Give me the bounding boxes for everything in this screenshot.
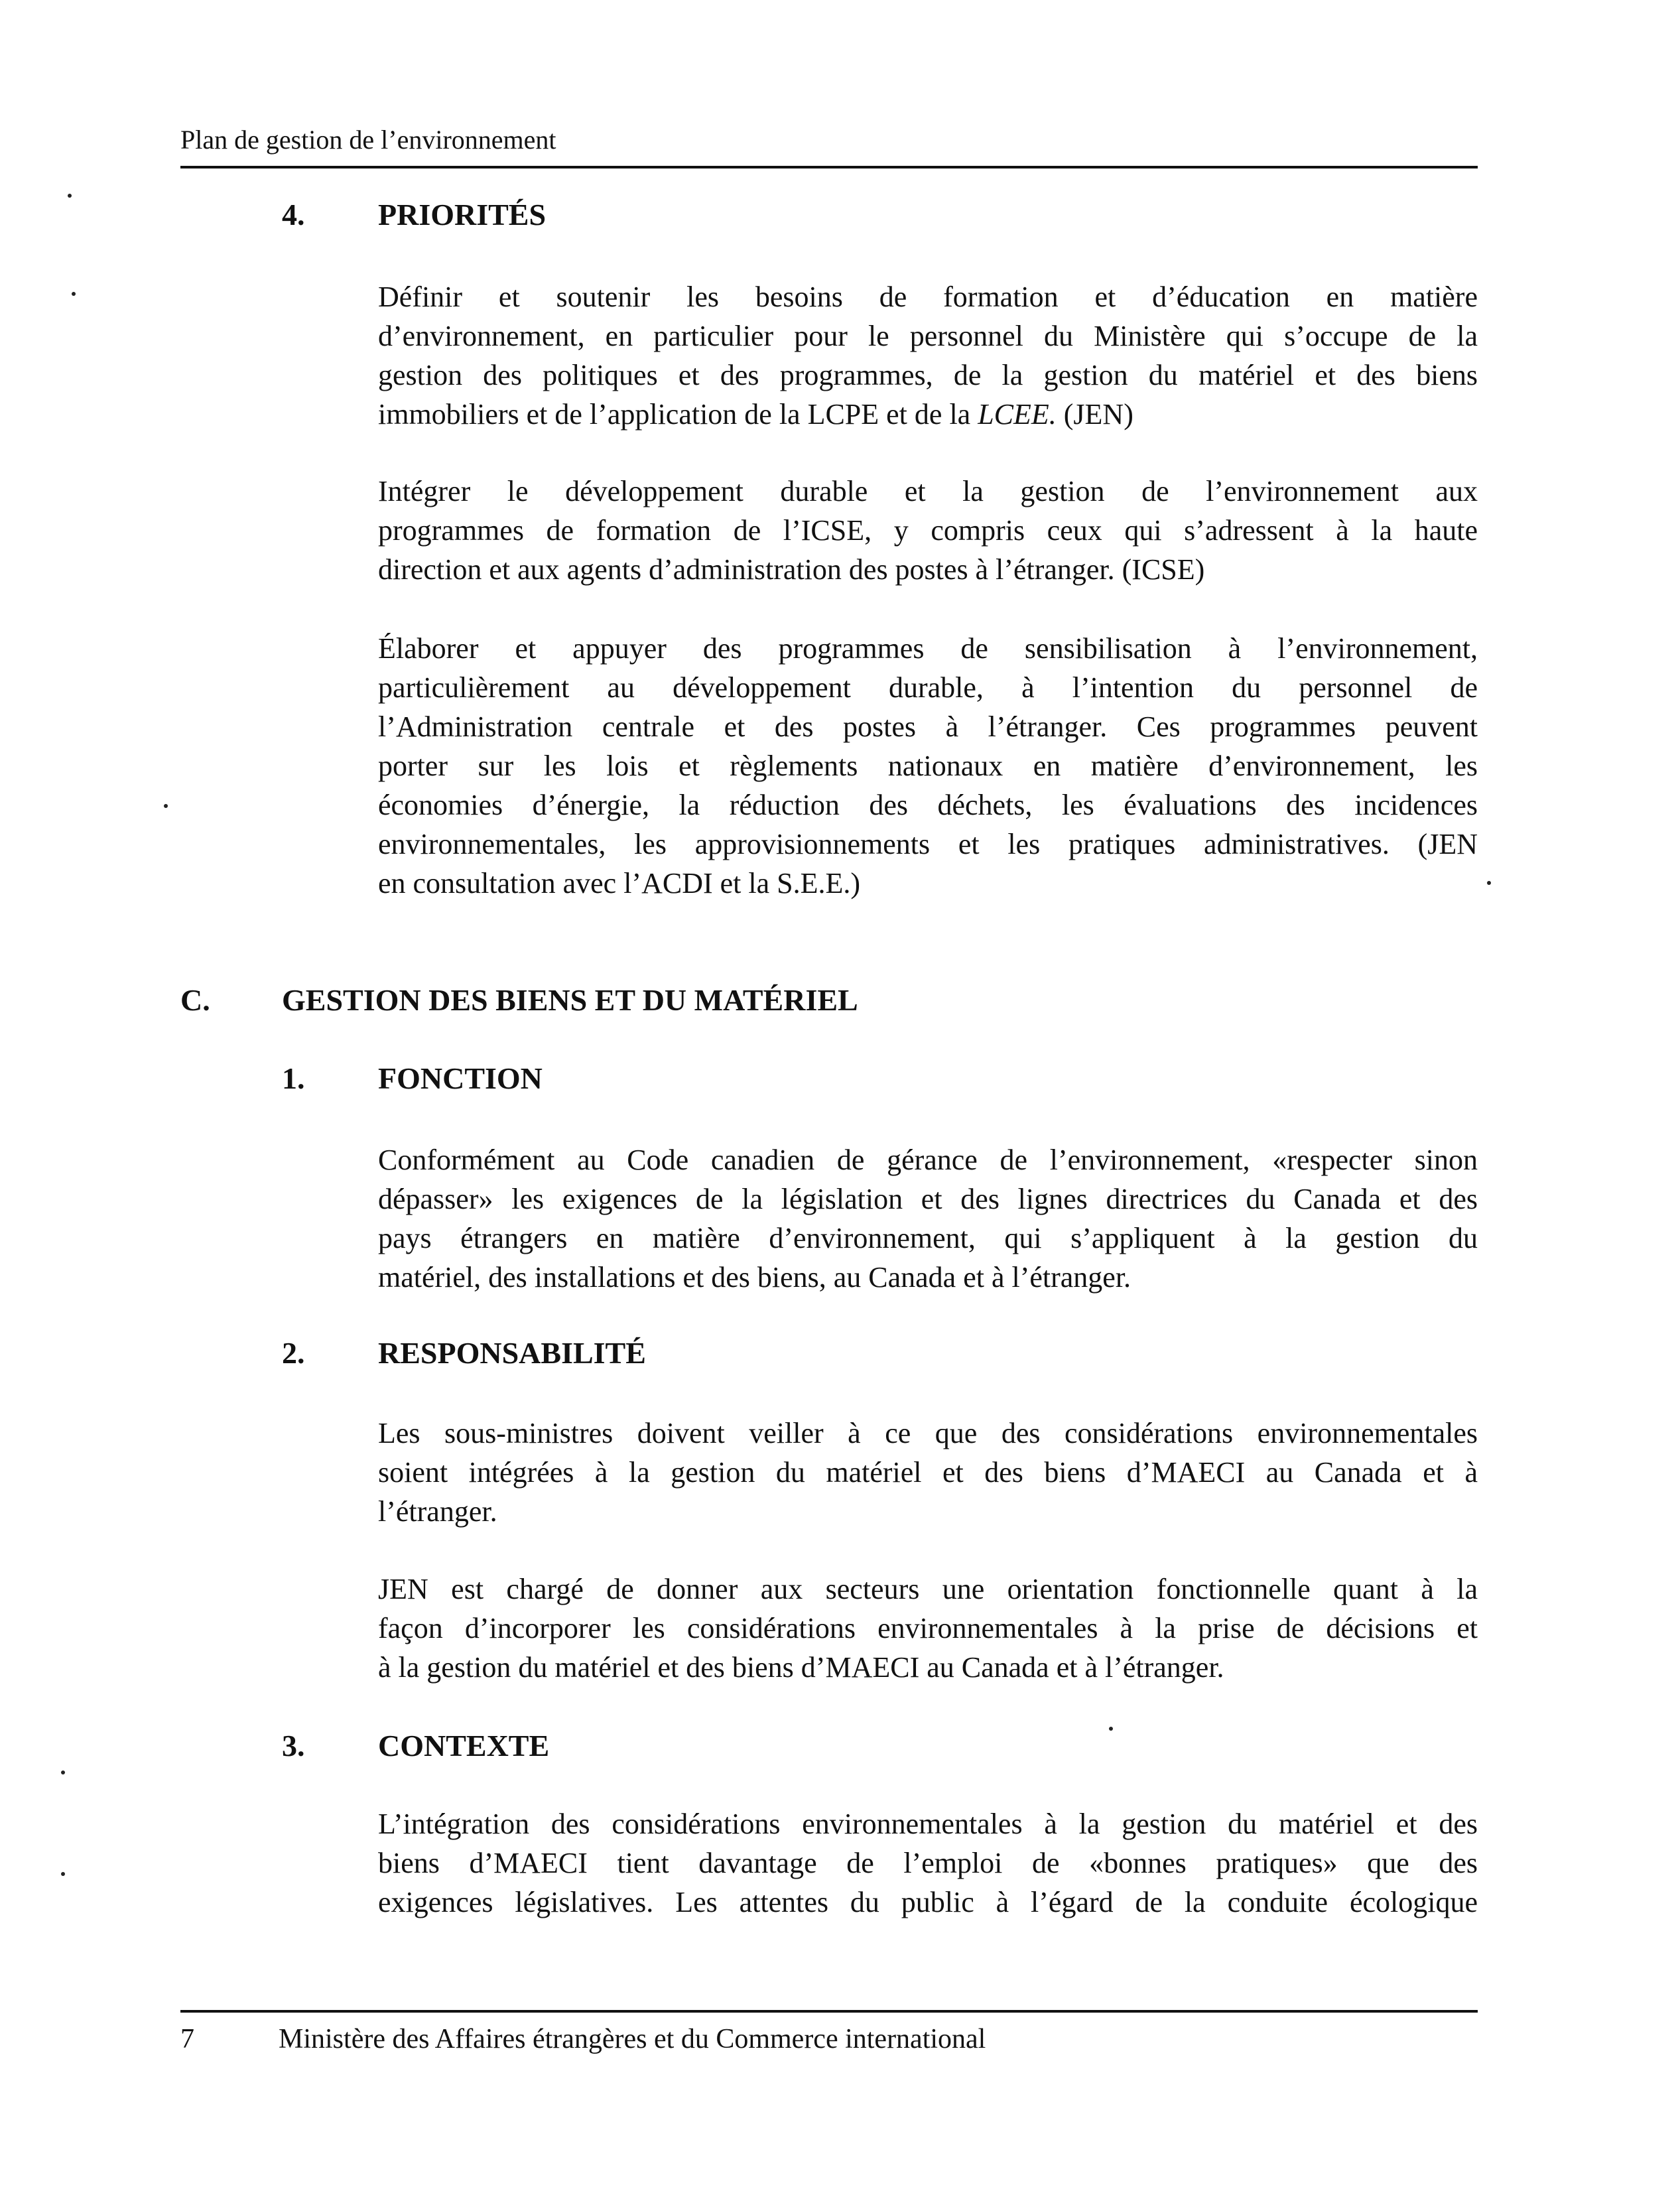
text-line: à la gestion du matériel et des biens d’MAECI au Canada et à l’étranger.	[378, 1651, 1224, 1684]
text-line: Élaborer et appuyer des programmes de sensibilisation à l’environnement,	[378, 632, 1478, 665]
paragraph-context	[378, 1804, 1478, 1922]
text-line: l’étranger.	[378, 1495, 497, 1528]
section-title: PRIORITÉS	[378, 198, 547, 232]
page-number: 7	[180, 2024, 194, 2054]
scan-speck	[1487, 881, 1491, 885]
footer-rule	[180, 2010, 1478, 2013]
text-line: environnementales, les approvisionnements et les pratiques administratives. (JEN	[378, 828, 1478, 860]
paragraph-icse	[378, 472, 1478, 589]
paragraph-training	[378, 277, 1478, 434]
text-line: exigences législatives. Les attentes du public à l’égard de la conduite écologique	[378, 1886, 1478, 1918]
scan-speck	[1109, 1727, 1113, 1731]
text-line	[378, 395, 1478, 434]
scan-speck	[68, 194, 72, 198]
footer-department: Ministère des Affaires étrangères et du Commerce international	[279, 2024, 986, 2054]
paragraph-deputy-ministers	[378, 1414, 1478, 1531]
text-line: en consultation avec l’ACDI et la S.E.E.)	[378, 867, 861, 900]
paragraph-function	[378, 1140, 1478, 1297]
text-line: programmes de formation de l’ICSE, y compris ceux qui s’adressent à la haute	[378, 514, 1478, 547]
text-line: économies d’énergie, la réduction des déchets, les évaluations des incidences	[378, 789, 1478, 821]
text-line: Conformément au Code canadien de gérance de l’environnement, «respecter sinon	[378, 1144, 1478, 1176]
text-run: immobiliers et de l’application de la LCPE et de la	[378, 398, 978, 431]
text-line: pays étrangers en matière d’environnement, qui s’appliquent à la gestion du	[378, 1222, 1478, 1254]
text-line: Les sous-ministres doivent veiller à ce que des considérations environnementales	[378, 1417, 1478, 1449]
section-number: 2.	[282, 1336, 305, 1370]
text-line: direction et aux agents d’administration des postes à l’étranger. (ICSE)	[378, 553, 1205, 586]
text-line: Définir et soutenir les besoins de formation et d’éducation en matière	[378, 281, 1478, 313]
text-line: particulièrement au développement durable, à l’intention du personnel de	[378, 671, 1478, 704]
paragraph-jen-guidance	[378, 1569, 1478, 1687]
text-run: (JEN)	[1056, 398, 1133, 431]
italic-acronym: LCEE.	[978, 398, 1057, 431]
section-letter: C.	[180, 983, 210, 1017]
scan-speck	[61, 1872, 65, 1876]
scan-speck	[164, 804, 168, 808]
text-line: d’environnement, en particulier pour le personnel du Ministère qui s’occupe de la	[378, 320, 1478, 352]
section-title: FONCTION	[378, 1061, 543, 1095]
section-number: 4.	[282, 198, 305, 232]
text-line: matériel, des installations et des biens, au Canada et à l’étranger.	[378, 1261, 1131, 1294]
section-title: CONTEXTE	[378, 1729, 550, 1763]
section-number: 1.	[282, 1061, 305, 1095]
text-line: l’Administration centrale et des postes à l’étranger. Ces programmes peuvent	[378, 710, 1478, 743]
text-line: dépasser» les exigences de la législation et des lignes directrices du Canada et des	[378, 1183, 1478, 1215]
paragraph-awareness	[378, 629, 1478, 903]
section-title: RESPONSABILITÉ	[378, 1336, 646, 1370]
section-title: GESTION DES BIENS ET DU MATÉRIEL	[282, 983, 858, 1017]
section-number: 3.	[282, 1729, 305, 1763]
header-rule	[180, 166, 1478, 168]
text-line: JEN est chargé de donner aux secteurs une orientation fonctionnelle quant à la	[378, 1573, 1478, 1605]
text-line: façon d’incorporer les considérations environnementales à la prise de décisions et	[378, 1612, 1478, 1644]
text-line: L’intégration des considérations environnementales à la gestion du matériel et des	[378, 1808, 1478, 1840]
text-line: biens d’MAECI tient davantage de l’emploi de «bonnes pratiques» que des	[378, 1847, 1478, 1879]
text-line: porter sur les lois et règlements nationaux en matière d’environnement, les	[378, 750, 1478, 782]
scan-speck	[72, 292, 76, 296]
text-line: soient intégrées à la gestion du matériel et des biens d’MAECI au Canada et à	[378, 1456, 1478, 1489]
text-line: Intégrer le développement durable et la gestion de l’environnement aux	[378, 475, 1478, 507]
running-header: Plan de gestion de l’environnement	[180, 125, 556, 155]
scan-speck	[61, 1770, 65, 1774]
text-line: gestion des politiques et des programmes, de la gestion du matériel et des biens	[378, 359, 1478, 391]
